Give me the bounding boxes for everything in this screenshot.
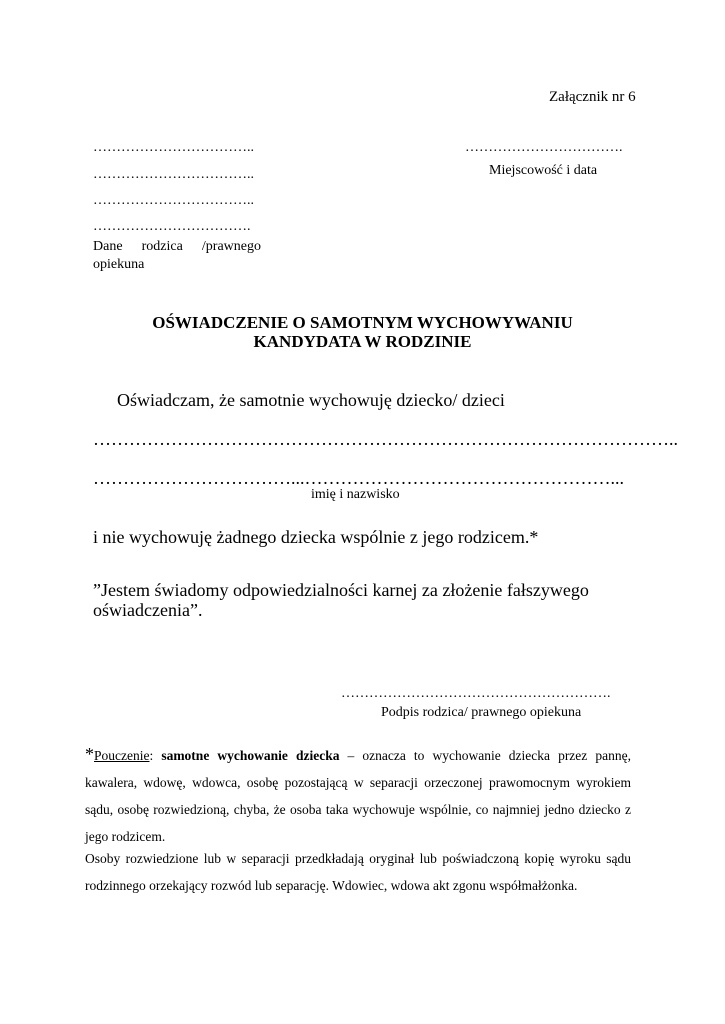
child-name-label: imię i nazwisko (311, 487, 400, 502)
annex-label: Załącznik nr 6 (549, 89, 636, 105)
note-definition: – oznacza to wychowanie dziecka przez pannę, kawalera, wdowę, wdowca, osobę pozostającą w separacji orzeczonej prawomocnym wyrokiem sądu, osobę rozwiedzioną, chyba, że osoba taka wychowuje wspólnie, co najmniej jedno dziecko z jego rodzicem. (85, 748, 631, 844)
place-date-label: Miejscowość i data (489, 163, 598, 178)
divorced-note: Osoby rozwiedzione lub w separacji przedkładają oryginał lub poświadczoną kopię wyroku sądu rodzinnego orzekający rozwód lub separację. Wdowiec, wdowa akt zgonu współmałżonka. (85, 851, 631, 893)
instruction-note (85, 741, 631, 850)
parent-data-dots-1: …………………………….. (93, 140, 254, 155)
note-term: samotne wychowanie dziecka (161, 748, 340, 763)
place-date-dots: ……………………………. (465, 140, 623, 155)
child-name-dots-2: ……………………………...……………………………………………... (93, 468, 624, 488)
signature-label: Podpis rodzica/ prawnego opiekuna (381, 705, 582, 720)
document-title-line-1: OŚWIADCZENIE O SAMOTNYM WYCHOWYWANIU (152, 313, 573, 332)
parent-data-label: Dane rodzica /prawnego opiekuna (93, 239, 261, 272)
note-colon: : (149, 748, 162, 763)
parent-data-dots-2: …………………………….. (93, 167, 254, 182)
note-asterisk: * (85, 744, 94, 764)
document-title-line-2: KANDYDATA W RODZINIE (253, 332, 472, 351)
parent-data-dots-4: ……………………………. (93, 219, 251, 234)
declaration-statement: i nie wychowuję żadnego dziecka wspólnie z jego rodzicem.* (93, 527, 539, 547)
parent-data-dots-3: …………………………….. (93, 193, 254, 208)
liability-statement: ”Jestem świadomy odpowiedzialności karnej za złożenie fałszywego oświadczenia”. (93, 580, 589, 620)
child-name-dots-1: …………………………………………………………………………………….. (93, 429, 678, 449)
declaration-intro: Oświadczam, że samotnie wychowuję dziecko/ dzieci (117, 390, 505, 410)
note-label: Pouczenie (94, 748, 150, 763)
signature-dots: …………………………………………………. (341, 686, 611, 701)
